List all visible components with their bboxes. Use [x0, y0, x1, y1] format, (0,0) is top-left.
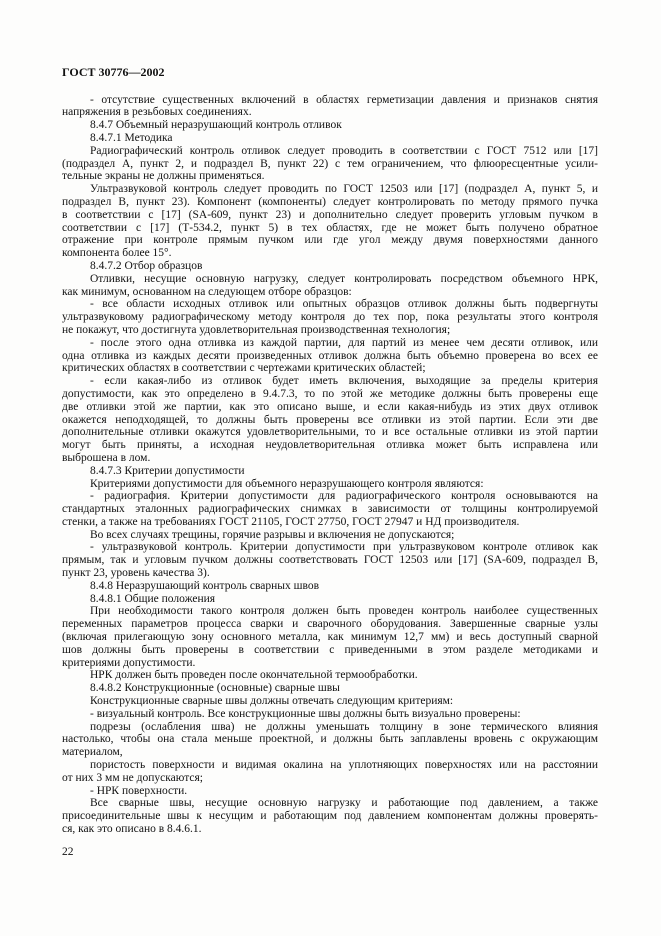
text-line: прямым, так и угловым пучком должны соответствовать ГОСТ 12503 или [17] (SA-609, подраздел В, [62, 554, 598, 567]
text-line: - после этого одна отливка из каждой партии, для партий из менее чем десяти отливок, или [90, 336, 598, 349]
section-heading [62, 580, 598, 593]
text-line: соответствии с [17] (Т-534.2, пункт 5) в тех областях, где не может быть получено обратное [62, 221, 598, 234]
section-heading [62, 119, 598, 132]
text-line: - радиография. Критерии допустимости для радиографического контроля основываются на [90, 490, 598, 503]
text-line: материалом, [62, 746, 123, 759]
section-heading [62, 465, 598, 478]
text-line: подраздел В, пункт 23). Компонент (компоненты) следует контролировать по методу прямого пучка [62, 195, 598, 208]
paragraph [62, 669, 598, 682]
text-line: - все области исходных отливок или опытных образцов отливок должны быть подвергнуты [90, 298, 598, 311]
text-line: (подраздел А, пункт 2, и подраздел В, пункт 22) с тем ограничением, что флюоресцентные усили- [62, 157, 598, 170]
text-line: могут быть приняты, а исходная неудовлетворительная отливка может быть исправлена или [62, 439, 598, 452]
text-line: - отсутствие существенных включений в областях герметизации давления и признаков снятия [90, 93, 598, 106]
list-item [62, 708, 598, 721]
paragraph [62, 478, 598, 491]
document-body [62, 94, 598, 836]
text-line: присоединительные швы к несущим и работающим под давлением компонентам должны проверять- [62, 810, 598, 823]
text-line: - НРК поверхности. [90, 784, 188, 797]
text-line: Конструкционные сварные швы должны отвечать следующим критериям: [90, 695, 454, 708]
text-line: стандартных эталонных радиографических снимках в зависимости от толщины контролируемой [62, 503, 598, 516]
page-number: 22 [62, 846, 74, 858]
text-line: ультразвуковому радиографическому методу контроля до тех пор, пока результаты этого контроля [62, 311, 598, 324]
text-line: допустимости, как это определено в 9.4.7.3, то по этой же методике должны быть проверены еще [62, 387, 598, 400]
section-heading [62, 682, 598, 695]
text-line: стенки, а также на требованиях ГОСТ 21105, ГОСТ 27750, ГОСТ 27947 и НД производителя. [62, 515, 520, 528]
section-heading [62, 260, 598, 273]
text-line: Ультразвуковой контроль следует проводить по ГОСТ 12503 или [17] (подраздел А, пункт 5, и [90, 183, 598, 196]
text-line: критериями допустимости. [62, 656, 196, 669]
text-line: переменных параметров процесса сварки и сварочного оборудования. Завершенные сварные узлы [62, 618, 598, 631]
heading-text: 8.4.7.2 Отбор образцов [90, 259, 203, 272]
section-heading [62, 132, 598, 145]
text-line: Во всех случаях трещины, горячие разрывы и включения не допускаются; [90, 528, 455, 541]
heading-text: 8.4.8.1 Общие положения [90, 592, 216, 605]
heading-text: 8.4.8.2 Конструкционные (основные) сварные швы [90, 682, 340, 695]
heading-text: 8.4.7.1 Методика [90, 131, 173, 144]
heading-text: 8.4.7 Объемный неразрушающий контроль отливок [90, 119, 342, 132]
list-item [62, 337, 598, 375]
text-line: выброшена в лом. [62, 451, 151, 464]
list-item [62, 490, 598, 528]
text-line: настолько, чтобы она стала меньше проектной, и должны быть заплавлены вровень с окружающим [62, 733, 598, 746]
text-line: НРК должен быть проведен после окончательной термообработки. [90, 669, 418, 682]
paragraph [62, 145, 598, 183]
text-line: критических областях в соответствии с чертежами критических областей; [62, 362, 426, 375]
text-line: Отливки, несущие основную нагрузку, следует контролировать посредством объемного НРК, [90, 272, 598, 285]
text-line: тельные экраны не должны применяться. [62, 170, 265, 183]
heading-text: 8.4.7.3 Критерии допустимости [90, 464, 245, 477]
heading-text: 8.4.8 Неразрушающий контроль сварных швов [90, 579, 320, 592]
text-line: как минимум, основанном на следующем отборе образцов: [62, 285, 352, 298]
standard-designation: ГОСТ 30776—2002 [62, 65, 165, 79]
text-line: окажется неподходящей, то должны быть проверены все отливки из этой партии. Если эти две [62, 413, 598, 426]
text-line: подрезы (ослабления шва) не должны уменьшать толщину в зоне термического влияния [90, 720, 598, 733]
text-line: - визуальный контроль. Все конструкционные швы должны быть визуально проверены: [90, 707, 521, 720]
paragraph [62, 605, 598, 669]
text-line: Радиографический контроль отливок следует проводить в соответствии с ГОСТ 7512 или [17] [90, 144, 598, 157]
list-item [62, 298, 598, 336]
list-item [62, 94, 598, 120]
text-line: от них 3 мм не допускаются; [62, 771, 203, 784]
paragraph [62, 721, 598, 759]
list-item [62, 785, 598, 798]
text-line: дополнительные отливки окажутся удовлетворительными, то и все остальные отливки из этой партии [62, 426, 598, 439]
text-line: в соответствии с [17] (SA-609, пункт 23) и дополнительно следует проверить угловым пучком в [62, 208, 598, 221]
section-heading [62, 593, 598, 606]
paragraph [62, 759, 598, 785]
text-line: - ультразвуковой контроль. Критерии допустимости при ультразвуковом контроле отливок как [90, 541, 598, 554]
text-line: Все сварные швы, несущие основную нагрузку и работающие под давлением, а также [90, 797, 598, 810]
list-item [62, 375, 598, 465]
paragraph [62, 183, 598, 260]
text-line: компонента более 15°. [62, 247, 172, 260]
text-line: не покажут, что достигнута удовлетворительная производственная технология; [62, 323, 451, 336]
text-line: При необходимости такого контроля должен быть проведен контроль наиболее существенных [90, 605, 598, 618]
text-line: пункт 23, уровень качества 3). [62, 567, 210, 580]
text-line: Критериями допустимости для объемного неразрушающего контроля являются: [90, 477, 484, 490]
paragraph [62, 529, 598, 542]
text-line: ся, как это описано в 8.4.6.1. [62, 823, 202, 836]
text-line: напряжения в резьбовых соединениях. [62, 106, 252, 119]
text-line: пористость поверхности и видимая окалина на уплотняющих поверхностях или на расстоянии [90, 759, 598, 772]
paragraph [62, 695, 598, 708]
text-line: одна отливка из каждых десяти произведенных отливок должна быть объемно проверена во всех ее [62, 349, 598, 362]
paragraph [62, 273, 598, 299]
text-line: шов должны быть проверены в соответствии с приведенными в этом разделе методиками и [62, 643, 598, 656]
list-item [62, 541, 598, 579]
paragraph [62, 797, 598, 835]
text-line: - если какая-либо из отливок будет иметь включения, выходящие за пределы критерия [90, 375, 598, 388]
text-line: две отливки этой же партии, как это описано выше, и если какая-нибудь из этих двух отливок [62, 400, 598, 413]
text-line: отражение при контроле прямым пучком или где угол между двумя поверхностями данного [62, 234, 598, 247]
text-line: (включая прилегающую зону основного металла, как минимум 12,7 мм) и весь доступный сварной [62, 631, 598, 644]
